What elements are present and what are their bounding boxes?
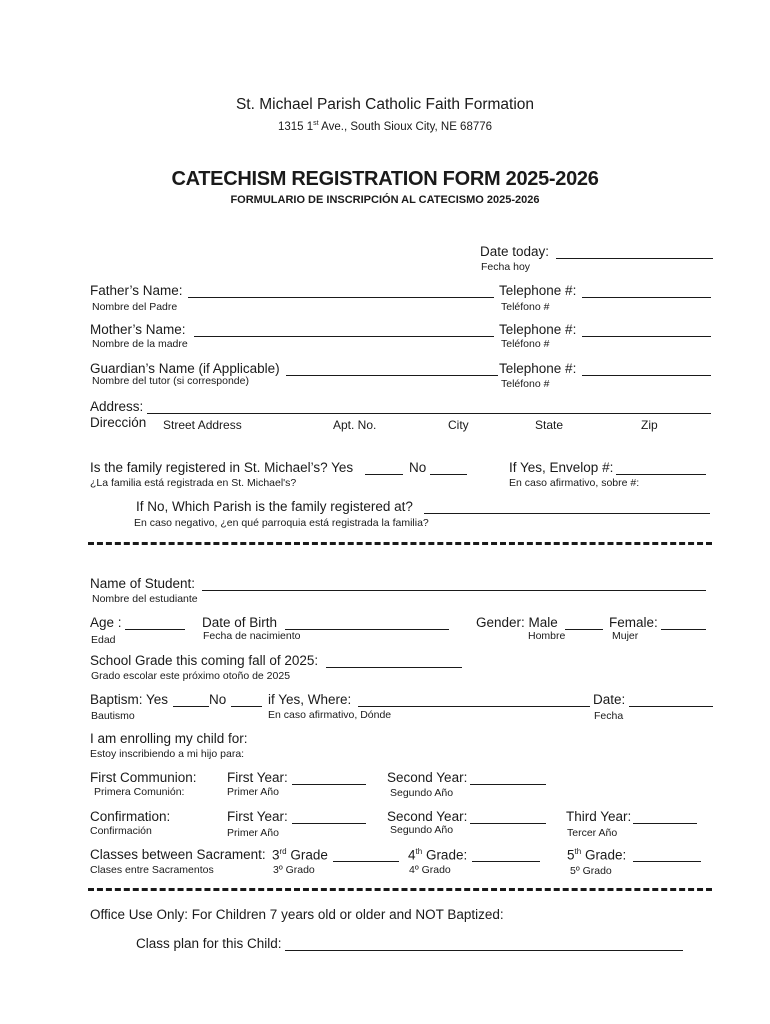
confirmation-sub: Confirmación (90, 825, 152, 837)
guardian-name-label: Guardian’s Name (if Applicable) (90, 361, 280, 376)
grade4-field[interactable] (472, 861, 540, 862)
registered-question: Is the family registered in St. Michael’s? Yes (90, 460, 354, 475)
office-use-label: Office Use Only: For Children 7 years old or older and NOT Baptized: (90, 907, 504, 922)
guardian-telephone-label: Telephone #: (499, 361, 577, 376)
enrolling-label: I am enrolling my child for: (90, 731, 248, 746)
conf-first-year-sub: Primer Año (227, 827, 279, 839)
registered-no-label: No (409, 460, 427, 475)
baptism-where-label: if Yes, Where: (268, 692, 352, 707)
father-telephone-sub: Teléfono # (501, 301, 550, 313)
fc-second-year-sub: Segundo Año (390, 787, 454, 799)
conf-second-year-label: Second Year: (387, 809, 468, 824)
conf-third-year-label: Third Year: (566, 809, 632, 824)
baptism-date-label: Date: (593, 692, 626, 707)
baptism-sub: Bautismo (91, 710, 135, 722)
age-field[interactable] (125, 629, 185, 630)
grade3-label: 3rd Grade (272, 847, 328, 863)
fc-second-year-field[interactable] (470, 784, 546, 785)
baptism-date-field[interactable] (629, 706, 713, 707)
address-field[interactable] (147, 413, 711, 414)
gender-male-field[interactable] (565, 629, 603, 630)
baptism-where-field[interactable] (358, 706, 590, 707)
form-title: CATECHISM REGISTRATION FORM 2025-2026 (171, 168, 599, 190)
class-plan-field[interactable] (285, 950, 683, 951)
mother-telephone-field[interactable] (582, 336, 711, 337)
female-sub: Mujer (612, 630, 639, 642)
student-name-sub: Nombre del estudiante (92, 593, 198, 605)
enrolling-sub: Estoy inscribiendo a mi hijo para: (90, 748, 245, 760)
fc-first-year-sub: Primer Año (227, 786, 279, 798)
envelope-field[interactable] (616, 474, 706, 475)
student-name-label: Name of Student: (90, 576, 196, 591)
mother-telephone-sub: Teléfono # (501, 338, 550, 350)
class-plan-label: Class plan for this Child: (136, 936, 282, 951)
grade3-field[interactable] (333, 861, 399, 862)
conf-second-year-sub: Segundo Año (390, 824, 454, 836)
apt-no-caption: Apt. No. (333, 418, 377, 432)
baptism-yes-field[interactable] (173, 706, 209, 707)
guardian-telephone-sub: Teléfono # (501, 378, 550, 390)
father-name-label: Father’s Name: (90, 283, 183, 298)
date-today-sub: Fecha hoy (481, 261, 531, 273)
dob-sub: Fecha de nacimiento (203, 630, 301, 642)
grade5-sub: 5º Grado (570, 865, 612, 877)
first-communion-sub: Primera Comunión: (94, 786, 185, 798)
classes-between-label: Classes between Sacrament: (90, 847, 266, 862)
male-sub: Hombre (528, 630, 566, 642)
gender-male-label: Gender: Male (476, 615, 558, 630)
conf-first-year-label: First Year: (227, 809, 288, 824)
fc-first-year-label: First Year: (227, 770, 288, 785)
gender-female-label: Female: (609, 615, 658, 630)
section-divider (88, 542, 712, 545)
office-divider (88, 888, 712, 891)
father-telephone-field[interactable] (582, 297, 711, 298)
mother-telephone-label: Telephone #: (499, 322, 577, 337)
guardian-name-field[interactable] (286, 375, 498, 376)
fc-second-year-label: Second Year: (387, 770, 468, 785)
which-parish-sub: En caso negativo, ¿en qué parroquia está registrada la familia? (134, 517, 429, 529)
father-name-sub: Nombre del Padre (92, 301, 178, 313)
school-grade-label: School Grade this coming fall of 2025: (90, 653, 319, 668)
registered-yes-field[interactable] (365, 474, 403, 475)
state-caption: State (535, 418, 564, 432)
grade3-sub: 3º Grado (273, 864, 315, 876)
grade5-field[interactable] (633, 861, 701, 862)
street-address-caption: Street Address (163, 418, 242, 432)
date-today-field[interactable] (556, 258, 713, 259)
classes-between-sub: Clases entre Sacramentos (90, 864, 214, 876)
grade4-label: 4th Grade: (408, 847, 468, 863)
which-parish-field[interactable] (424, 513, 710, 514)
baptism-yes-label: Baptism: Yes (90, 692, 169, 707)
guardian-telephone-field[interactable] (582, 375, 711, 376)
conf-first-year-field[interactable] (292, 823, 366, 824)
conf-second-year-field[interactable] (470, 823, 546, 824)
age-label: Age : (90, 615, 122, 630)
father-name-field[interactable] (188, 297, 494, 298)
date-today-label: Date today: (480, 244, 550, 259)
student-name-field[interactable] (202, 590, 706, 591)
conf-third-year-sub: Tercer Año (567, 827, 618, 839)
grade5-label: 5th Grade: (567, 847, 627, 863)
dob-label: Date of Birth (202, 615, 278, 630)
zip-caption: Zip (641, 418, 658, 432)
mother-name-sub: Nombre de la madre (92, 338, 188, 350)
confirmation-label: Confirmation: (90, 809, 171, 824)
dob-field[interactable] (285, 629, 449, 630)
mother-name-field[interactable] (194, 336, 494, 337)
address-label: Address: (90, 399, 144, 414)
conf-third-year-field[interactable] (633, 823, 697, 824)
envelope-label: If Yes, Envelop #: (509, 460, 614, 475)
father-telephone-label: Telephone #: (499, 283, 577, 298)
age-sub: Edad (91, 634, 116, 646)
first-communion-label: First Communion: (90, 770, 197, 785)
form-subtitle: FORMULARIO DE INSCRIPCIÓN AL CATECISMO 2025-2026 (230, 194, 540, 206)
parish-address: 1315 1st Ave., South Sioux City, NE 68776 (277, 120, 493, 133)
mother-name-label: Mother’s Name: (90, 322, 186, 337)
registered-no-field[interactable] (430, 474, 467, 475)
school-grade-sub: Grado escolar este próximo otoño de 2025 (91, 670, 291, 682)
guardian-name-sub: Nombre del tutor (si corresponde) (92, 375, 249, 387)
which-parish-label: If No, Which Parish is the family registered at? (136, 499, 413, 514)
gender-female-field[interactable] (661, 629, 706, 630)
city-caption: City (448, 418, 469, 432)
baptism-no-label: No (209, 692, 227, 707)
baptism-date-sub: Fecha (594, 710, 624, 722)
address-sub: Dirección (90, 415, 147, 430)
registered-sub: ¿La familia está registrada en St. Michael's? (90, 477, 297, 489)
grade4-sub: 4º Grado (409, 864, 451, 876)
fc-first-year-field[interactable] (292, 784, 366, 785)
parish-name: St. Michael Parish Catholic Faith Formation (235, 96, 535, 113)
envelope-sub: En caso afirmativo, sobre #: (509, 477, 640, 489)
baptism-no-field[interactable] (231, 706, 262, 707)
school-grade-field[interactable] (326, 667, 462, 668)
baptism-where-sub: En caso afirmativo, Dónde (268, 709, 392, 721)
